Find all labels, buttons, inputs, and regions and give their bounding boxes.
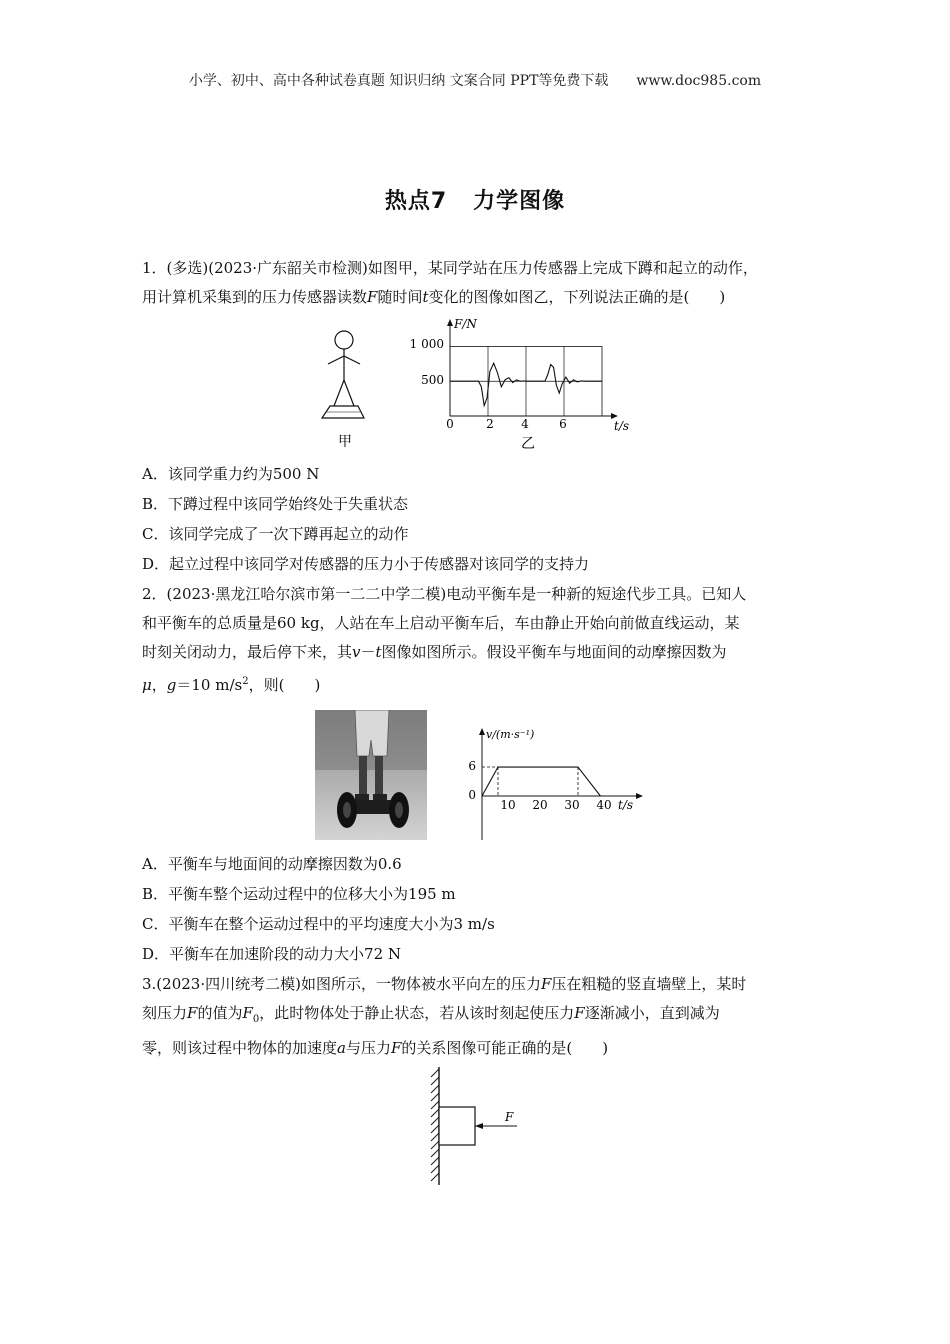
chart2-xtick-30: 30 <box>564 798 580 812</box>
q1-option-a[interactable]: A．该同学重力约为500 N <box>142 465 320 483</box>
question-3-text <box>142 970 812 1063</box>
chart1-xtick-2: 2 <box>486 417 494 431</box>
balance-scooter-photo <box>315 710 427 840</box>
chart2-xtick-10: 10 <box>500 798 516 812</box>
q2-line4: μ，g＝10 $m/s^2$，则( ) <box>142 676 321 694</box>
q1-option-d[interactable]: D．起立过程中该同学对传感器的压力小于传感器对该同学的支持力 <box>142 555 590 573</box>
header-text: 小学、初中、高中各种试卷真题 知识归纳 文案合同 PPT等免费下载 <box>188 73 609 89</box>
chart-v-t <box>440 722 645 842</box>
chart2-ytick-6: 6 <box>468 759 476 773</box>
question-2-text <box>142 580 812 700</box>
q2-line1: 2．(2023·黑龙江哈尔滨市第一二二中学二模)电动平衡车是一种新的短途代步工具。已知人 <box>142 585 747 603</box>
q1-line1: 1．(多选)(2023·广东韶关市检测)如图甲，某同学站在压力传感器上完成下蹲和起立的动作， <box>142 259 758 277</box>
chart2-axis-v: v/(m·s⁻¹) <box>486 728 535 741</box>
chart2-xtick-20: 20 <box>532 798 548 812</box>
q1-option-c[interactable]: C．该同学完成了一次下蹲再起立的动作 <box>142 525 409 543</box>
q1-option-b[interactable]: B．下蹲过程中该同学始终处于失重状态 <box>142 495 409 513</box>
chart1-xtick-4: 4 <box>521 417 529 431</box>
chart1-ytick-1000: 1 000 <box>410 337 444 351</box>
page-header <box>0 70 950 90</box>
chart1-axis-f: F/N <box>454 317 477 331</box>
q2-option-b[interactable]: B．平衡车整个运动过程中的位移大小为195 m <box>142 885 456 903</box>
fig-yi-label: 乙 <box>521 436 535 452</box>
chart2-x-arrow <box>636 793 643 799</box>
title-part2: 力学图像 <box>473 189 566 214</box>
chart2-y-arrow <box>479 728 485 735</box>
wall-hatching <box>431 1067 439 1185</box>
chart1-xtick-6: 6 <box>559 417 567 431</box>
figure-jia <box>310 328 380 458</box>
chart2-ytick-0: 0 <box>468 788 476 802</box>
header-url[interactable]: www.doc985.com <box>636 73 762 89</box>
q2-option-d[interactable]: D．平衡车在加速阶段的动力大小72 N <box>142 945 402 963</box>
q2-option-a[interactable]: A．平衡车与地面间的动摩擦因数为0.6 <box>142 855 402 873</box>
chart2-axis-t: t/s <box>618 798 634 812</box>
q2-line3: 时刻关闭动力，最后停下来，其v－t图像如图所示。假设平衡车与地面间的动摩擦因数为 <box>142 643 727 661</box>
force-label: F <box>505 1110 514 1124</box>
chart1-y-arrow <box>447 319 453 326</box>
q3-line1: 3.(2023·四川统考二模)如图所示，一物体被水平向左的压力F压在粗糙的竖直墙壁上，某时 <box>142 975 747 993</box>
wall-block-figure <box>425 1065 535 1190</box>
chart-f-t <box>410 312 640 452</box>
chart2-series-v <box>482 767 600 796</box>
fig-jia-label: 甲 <box>338 434 352 450</box>
question-1-text <box>142 254 812 312</box>
q1-line2: 用计算机采集到的压力传感器读数F随时间t变化的图像如图乙，下列说法正确的是( ) <box>142 288 726 306</box>
q3-line3: 零，则该过程中物体的加速度a与压力F的关系图像可能正确的是( ) <box>142 1039 609 1057</box>
page-title <box>0 184 950 215</box>
chart1-ytick-500: 500 <box>421 373 444 387</box>
chart1-axis-t: t/s <box>614 419 630 433</box>
figure-head <box>335 331 353 349</box>
q2-option-c[interactable]: C．平衡车在整个运动过程中的平均速度大小为3 m/s <box>142 915 495 933</box>
chart2-xtick-40: 40 <box>596 798 612 812</box>
title-part1: 热点7 <box>384 189 448 214</box>
q2-line2: 和平衡车的总质量是60 kg，人站在车上启动平衡车后，车由静止开始向前做直线运动，某 <box>142 614 740 632</box>
block <box>439 1107 475 1145</box>
q3-line2: 刻压力F的值为$F_0$，此时物体处于静止状态，若从该时刻起使压力F逐渐减小，直到减为 <box>142 1004 720 1025</box>
chart1-xtick-0: 0 <box>446 417 454 431</box>
